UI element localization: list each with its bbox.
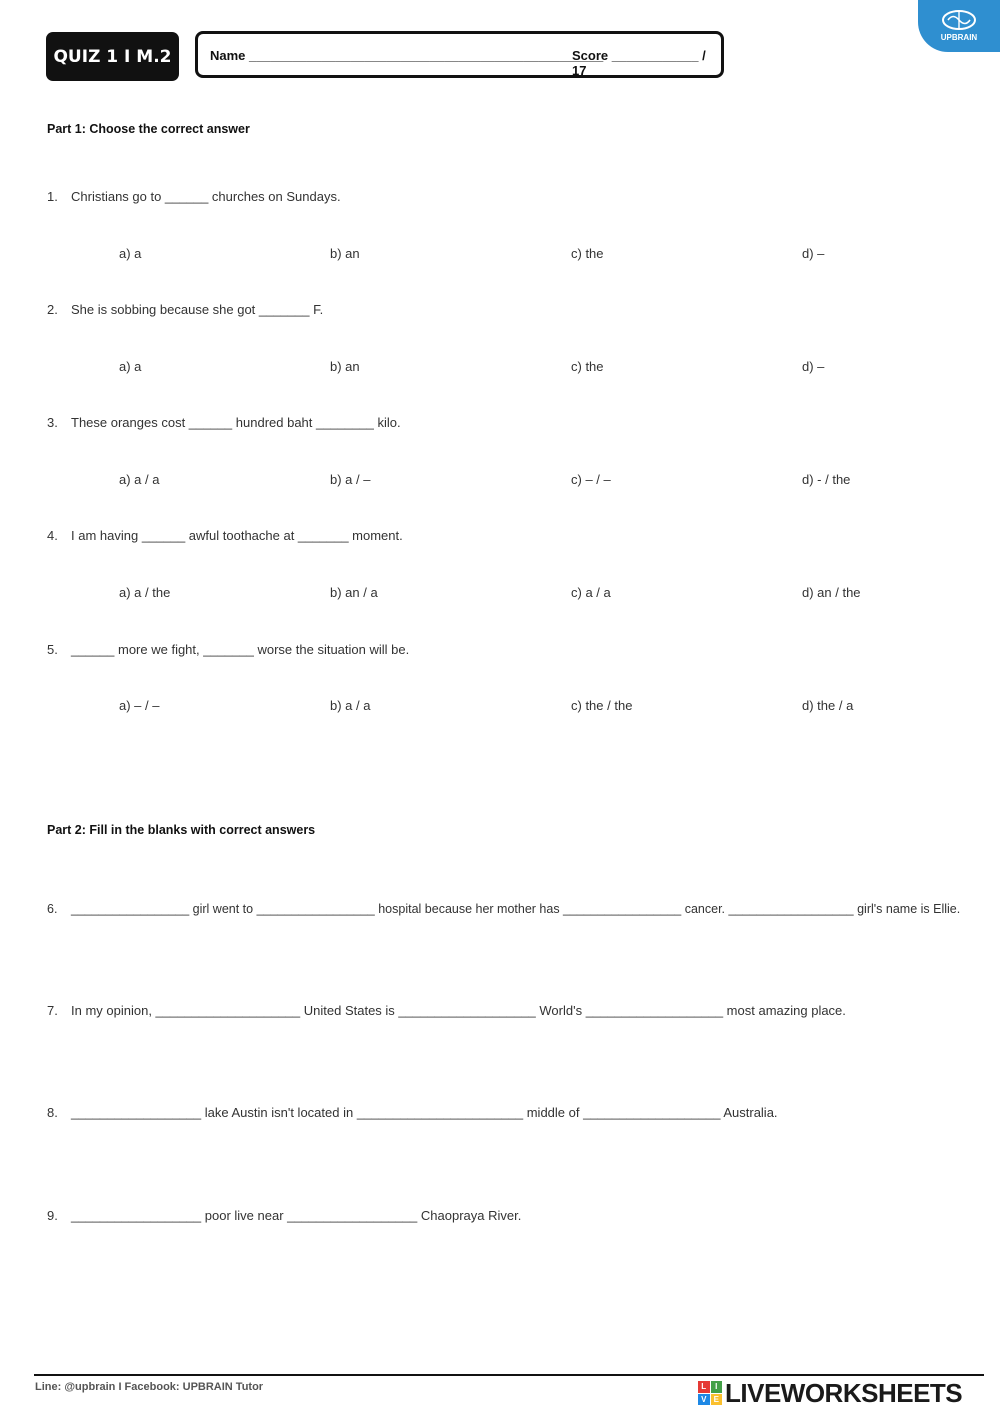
logo-text: UPBRAIN <box>940 33 978 42</box>
liveworksheets-icon <box>698 1381 722 1405</box>
option-c[interactable]: c) – / – <box>571 472 611 487</box>
option-b[interactable]: b) a / – <box>330 472 371 487</box>
question-number: 9. <box>47 1208 58 1223</box>
option-a[interactable]: a) – / – <box>119 698 160 713</box>
part2-title: Part 2: Fill in the blanks with correct answers <box>47 823 316 837</box>
question-number: 6. <box>47 902 58 916</box>
option-a[interactable]: a) a / the <box>119 585 171 600</box>
option-b[interactable]: b) an <box>330 246 360 261</box>
question-number: 8. <box>47 1105 58 1120</box>
question-number: 4. <box>47 528 58 543</box>
question-8[interactable] <box>47 1105 778 1120</box>
upbrain-logo <box>918 0 1000 52</box>
question-text[interactable]: In my opinion, ____________________ United States is ___________________ World's ___________________ most amazing place. <box>71 1003 846 1018</box>
option-d[interactable]: d) - / the <box>802 472 851 487</box>
score-field[interactable]: Score ____________ / 17 <box>572 48 706 78</box>
option-b[interactable]: b) a / a <box>330 698 371 713</box>
question-text: I am having ______ awful toothache at _______ moment. <box>71 528 403 543</box>
question-text: ______ more we fight, _______ worse the situation will be. <box>71 642 410 657</box>
question-6[interactable] <box>47 902 960 916</box>
option-a[interactable]: a) a / a <box>119 472 160 487</box>
option-a[interactable]: a) a <box>119 246 142 261</box>
option-c[interactable]: c) the <box>571 246 604 261</box>
question-text: She is sobbing because she got _______ F. <box>71 302 324 317</box>
footer-divider <box>34 1374 984 1376</box>
option-b[interactable]: b) an <box>330 359 360 374</box>
question-number: 1. <box>47 189 58 204</box>
question-7[interactable] <box>47 1003 846 1018</box>
option-a[interactable]: a) a <box>119 359 142 374</box>
icon-letter: L <box>698 1381 710 1393</box>
question-1 <box>47 189 341 204</box>
question-number: 2. <box>47 302 58 317</box>
quiz-title: QUIZ 1 I M.2 <box>46 32 179 81</box>
question-9[interactable] <box>47 1208 521 1223</box>
option-c[interactable]: c) the / the <box>571 698 633 713</box>
question-number: 7. <box>47 1003 58 1018</box>
question-5 <box>47 642 409 657</box>
icon-letter: V <box>698 1394 710 1406</box>
option-d[interactable]: d) the / a <box>802 698 854 713</box>
question-text[interactable]: __________________ lake Austin isn't located in _______________________ middle of ___________________ Australia. <box>71 1105 778 1120</box>
question-2 <box>47 302 323 317</box>
liveworksheets-logo[interactable] <box>698 1380 962 1406</box>
question-text[interactable]: _________________ girl went to _________________ hospital because her mother has _________________ cancer. __________________ girl's name is Ellie. <box>71 902 961 916</box>
question-text: Christians go to ______ churches on Sundays. <box>71 189 341 204</box>
icon-letter: I <box>711 1381 723 1393</box>
part1-title: Part 1: Choose the correct answer <box>47 122 250 136</box>
option-b[interactable]: b) an / a <box>330 585 378 600</box>
option-d[interactable]: d) an / the <box>802 585 861 600</box>
question-3 <box>47 415 401 430</box>
option-c[interactable]: c) the <box>571 359 604 374</box>
name-field[interactable]: Name _________________________________________________ <box>210 48 604 63</box>
option-d[interactable]: d) – <box>802 359 825 374</box>
footer-contact: Line: @upbrain I Facebook: UPBRAIN Tutor <box>35 1381 264 1393</box>
question-number: 5. <box>47 642 58 657</box>
question-text: These oranges cost ______ hundred baht ________ kilo. <box>71 415 401 430</box>
liveworksheets-text: LIVEWORKSHEETS <box>725 1378 963 1408</box>
question-text[interactable]: __________________ poor live near __________________ Chaopraya River. <box>71 1208 522 1223</box>
question-4 <box>47 528 403 543</box>
option-c[interactable]: c) a / a <box>571 585 611 600</box>
brain-icon <box>940 9 978 31</box>
name-score-box <box>195 31 724 78</box>
option-d[interactable]: d) – <box>802 246 825 261</box>
icon-letter: E <box>711 1394 723 1406</box>
question-number: 3. <box>47 415 58 430</box>
